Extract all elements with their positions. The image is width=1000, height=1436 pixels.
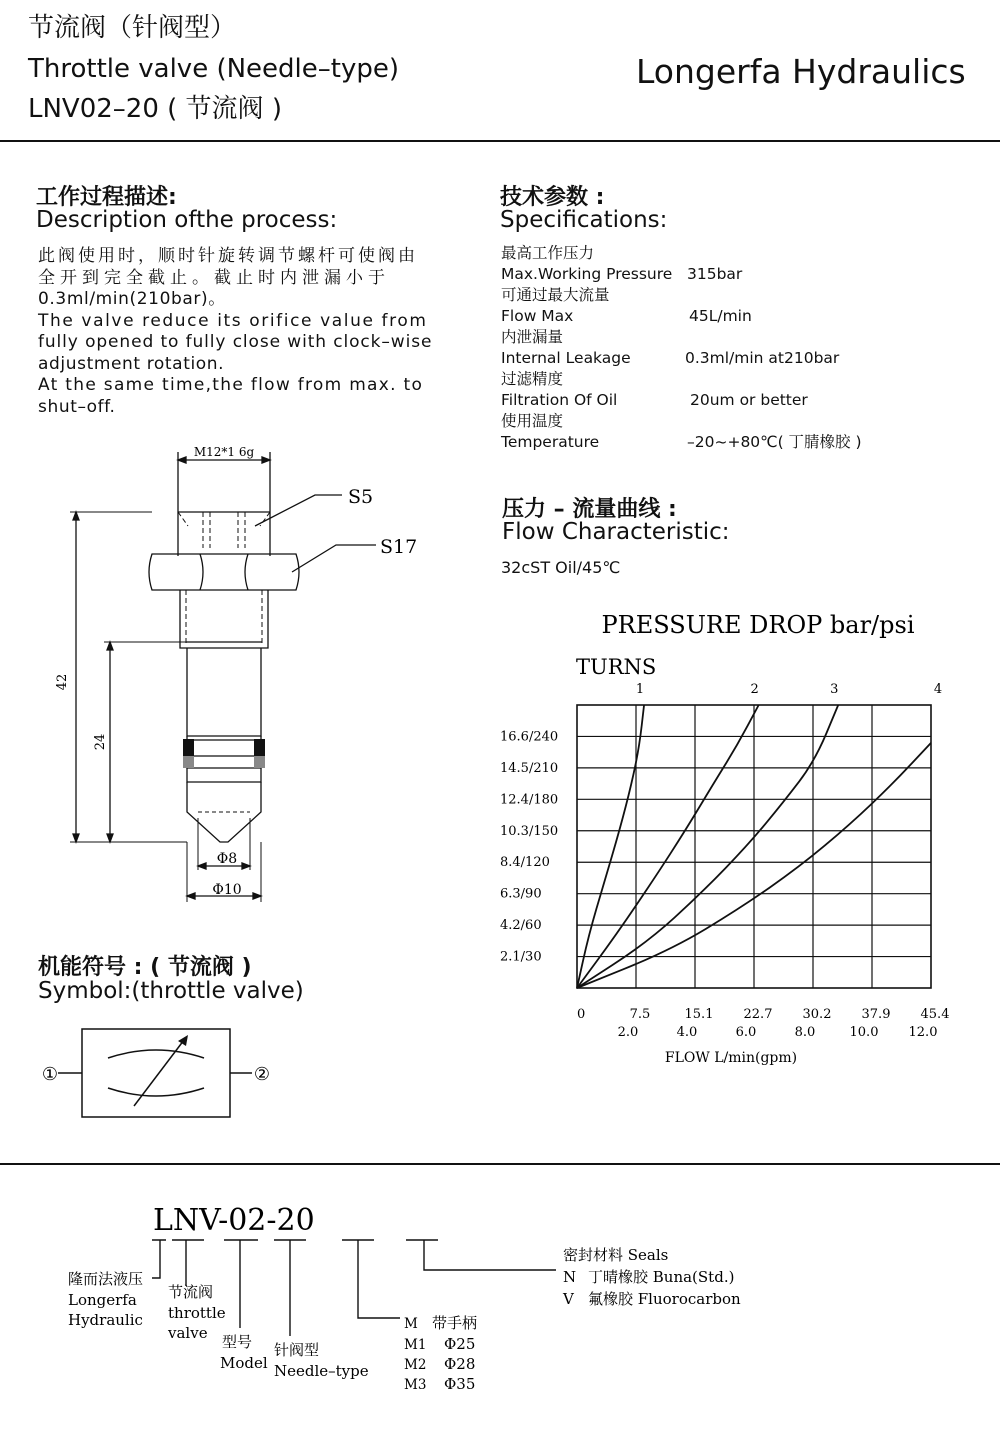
- series-line-2: [577, 705, 759, 988]
- port-2: ②: [253, 1064, 271, 1085]
- type-en1: throttle: [168, 1304, 226, 1322]
- dim-phi8: Φ8: [216, 851, 238, 867]
- brand-name: Longerfa Hydraulics: [636, 52, 966, 91]
- description-line: fully opened to fully close with clock–wise: [38, 332, 433, 352]
- flow-heading-en: Flow Characteristic:: [502, 519, 730, 545]
- spec-table: [501, 243, 921, 453]
- x-tick-label-gpm: 12.0: [908, 1025, 938, 1040]
- port-1: ①: [41, 1064, 59, 1085]
- description-line: The valve reduce its orifice value from: [38, 310, 428, 331]
- x-tick-label: 0: [577, 1007, 586, 1022]
- x-tick-label: 37.9: [861, 1007, 891, 1022]
- spec-cn-label: 使用温度: [501, 412, 564, 430]
- y-tick-label: 4.2/60: [500, 918, 542, 934]
- spec-cn-label: 过滤精度: [501, 370, 564, 388]
- x-tick-label: 22.7: [743, 1007, 773, 1022]
- type-cn: 节流阀: [168, 1283, 214, 1301]
- description-line: adjustment rotation.: [38, 353, 225, 374]
- description-line: 全开到完全截止。截止时内泄漏小于: [38, 267, 390, 288]
- description-line: 此阀使用时，顺时针旋转调节螺杆可使阀由: [38, 246, 418, 266]
- handle-code: M1: [404, 1337, 427, 1353]
- chart-xlabel: FLOW L/min(gpm): [664, 1050, 798, 1066]
- x-tick-label: 30.2: [802, 1007, 832, 1022]
- y-tick-label: 16.6/240: [500, 729, 559, 745]
- x-tick-label-gpm: 6.0: [735, 1025, 757, 1040]
- type-en2: valve: [168, 1324, 208, 1342]
- spec-value: 315bar: [687, 265, 743, 283]
- dim-phi10: Φ10: [212, 882, 242, 898]
- model-line: LNV02–20 ( 节流阀 ): [28, 94, 282, 124]
- label-s17: S17: [380, 536, 418, 558]
- label-s5: S5: [348, 486, 374, 508]
- x-tick-label: 15.1: [684, 1007, 714, 1022]
- flow-heading-cn: 压力 – 流量曲线 :: [502, 497, 677, 522]
- y-tick-label: 12.4/180: [500, 792, 559, 808]
- handle-size: Φ25: [444, 1335, 476, 1353]
- model-en: Model: [220, 1354, 268, 1372]
- header-divider: [0, 140, 1000, 142]
- x-tick-label-gpm: 2.0: [617, 1025, 639, 1040]
- spec-cn-label: 内泄漏量: [501, 328, 564, 346]
- seal-desc: 氟橡胶 Fluorocarbon: [588, 1290, 741, 1308]
- pressure-flow-chart: [490, 600, 990, 1080]
- series-line-1: [577, 705, 644, 988]
- series-label-4: 4: [933, 682, 943, 697]
- dim-24: 24: [93, 733, 108, 751]
- brand-cn: 隆而法液压: [68, 1270, 144, 1288]
- brand-en2: Hydraulic: [68, 1311, 143, 1329]
- description-line: 0.3ml/min(210bar)。: [38, 289, 226, 309]
- spec-value: 0.3ml/min at210bar: [685, 349, 840, 367]
- spec-value: 45L/min: [689, 307, 752, 325]
- throttle-symbol-icon: [36, 1024, 286, 1124]
- chart-legend-title: TURNS: [576, 655, 657, 679]
- description-text: [38, 246, 432, 418]
- x-tick-label-gpm: 8.0: [794, 1025, 816, 1040]
- spec-en-label: Filtration Of Oil: [501, 391, 618, 409]
- x-tick-label-gpm: 4.0: [676, 1025, 698, 1040]
- series-label-1: 1: [635, 682, 645, 697]
- seal-code: N: [563, 1268, 577, 1286]
- spec-en-label: Internal Leakage: [501, 349, 631, 367]
- spec-en-label: Max.Working Pressure: [501, 265, 673, 283]
- y-tick-label: 2.1/30: [500, 949, 542, 965]
- seal-desc: 丁晴橡胶 Buna(Std.): [588, 1268, 735, 1286]
- o-ring-icon: [183, 739, 265, 768]
- spec-cn-label: 可通过最大流量: [501, 286, 610, 304]
- ordering-divider: [0, 1163, 1000, 1165]
- spec-value: –20~+80℃( 丁腈橡胶 ): [687, 433, 862, 451]
- description-heading-cn: 工作过程描述:: [36, 185, 177, 210]
- handle-size: Φ28: [444, 1355, 476, 1373]
- handle-size: Φ35: [444, 1375, 476, 1393]
- valve-drawing: [40, 438, 480, 908]
- brand-en1: Longerfa: [68, 1291, 137, 1309]
- series-label-3: 3: [830, 682, 839, 697]
- y-tick-label: 14.5/210: [500, 760, 559, 776]
- y-tick-label: 10.3/150: [500, 823, 559, 839]
- description-line: At the same time,the flow from max. to: [38, 375, 424, 395]
- description-heading-en: Description ofthe process:: [36, 207, 338, 233]
- handle-m: M: [404, 1316, 418, 1332]
- symbol-heading-cn: 机能符号 : ( 节流阀 ): [38, 955, 252, 980]
- spec-en-label: Temperature: [501, 433, 600, 451]
- thread-spec: M12*1 6g: [193, 445, 255, 459]
- spec-heading-cn: 技术参数 :: [500, 185, 605, 210]
- ordering-code-diagram: [60, 1196, 780, 1396]
- y-tick-label: 8.4/120: [500, 855, 550, 871]
- spec-heading-en: Specifications:: [500, 207, 668, 233]
- y-tick-label: 6.3/90: [500, 886, 542, 902]
- title-cn: 节流阀（针阀型）: [28, 13, 237, 43]
- spec-en-label: Flow Max: [501, 307, 574, 325]
- spec-cn-label: 最高工作压力: [501, 244, 595, 262]
- dim-42: 42: [55, 673, 70, 691]
- description-line: shut–off.: [38, 396, 116, 417]
- spec-value: 20um or better: [690, 391, 808, 409]
- ordering-code: LNV-02-20: [153, 1203, 315, 1238]
- series-line-3: [577, 705, 838, 988]
- needle-en: Needle–type: [274, 1362, 369, 1380]
- x-tick-label: 45.4: [920, 1007, 950, 1022]
- x-tick-label: 7.5: [629, 1007, 651, 1022]
- series-label-2: 2: [750, 682, 759, 697]
- handle-code: M2: [404, 1357, 427, 1373]
- model-cn: 型号: [222, 1333, 253, 1351]
- handle-code: M3: [404, 1377, 427, 1393]
- oil-condition: 32cST Oil/45℃: [501, 558, 621, 577]
- handle-label: 带手柄: [432, 1314, 478, 1332]
- symbol-heading-en: Symbol:(throttle valve): [38, 978, 304, 1004]
- seals-label: 密封材料 Seals: [563, 1246, 669, 1264]
- needle-cn: 针阀型: [274, 1341, 320, 1359]
- x-tick-label-gpm: 10.0: [849, 1025, 879, 1040]
- seal-code: V: [563, 1290, 574, 1308]
- title-en: Throttle valve (Needle–type): [28, 54, 399, 84]
- chart-title: PRESSURE DROP bar/psi: [601, 611, 915, 639]
